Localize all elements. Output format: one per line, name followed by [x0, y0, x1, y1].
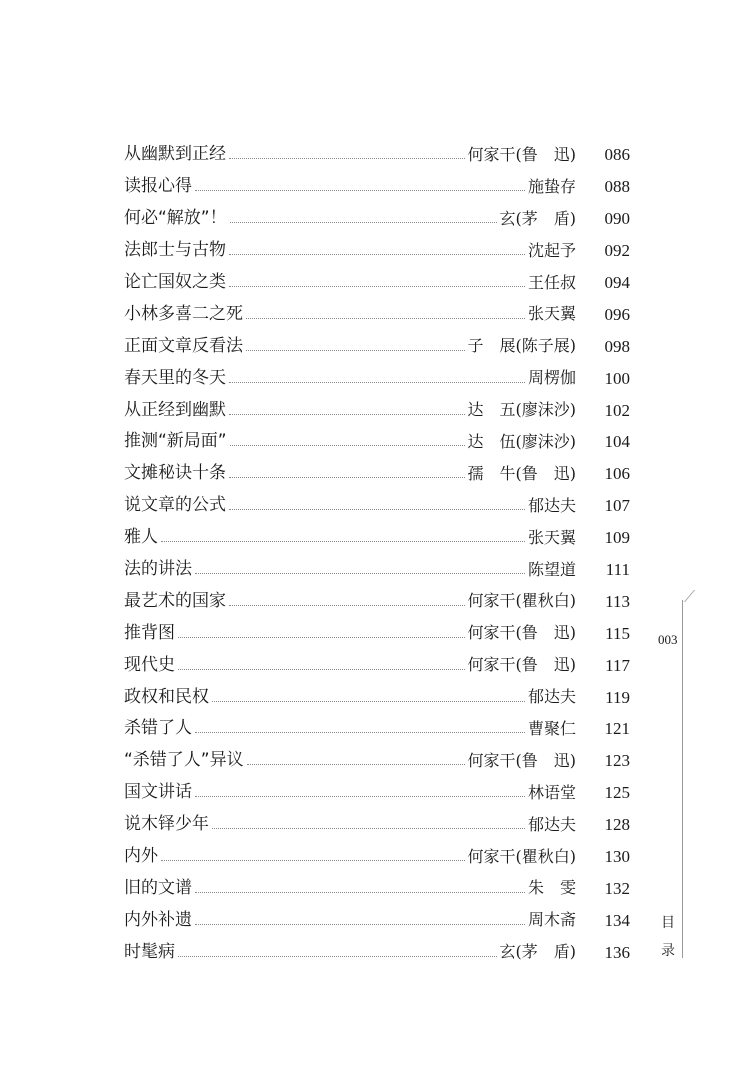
entry-page-number: 092: [604, 241, 630, 261]
entry-author: 林语堂: [527, 782, 576, 802]
toc-entry[interactable]: [124, 617, 630, 649]
toc-entry[interactable]: [124, 203, 630, 235]
entry-author: 郁达夫: [527, 687, 576, 707]
entry-title: 国文讲话: [124, 782, 192, 803]
dot-leader: [195, 924, 525, 925]
toc-entry[interactable]: [124, 426, 630, 458]
entry-author: 何家干(鲁 迅): [467, 750, 576, 770]
entry-title: 论亡国奴之类: [124, 272, 226, 292]
toc-entry[interactable]: [124, 809, 630, 841]
toc-entry[interactable]: [124, 713, 630, 745]
entry-page-number: 132: [604, 878, 630, 898]
dot-leader: [247, 764, 465, 765]
dot-leader: [195, 892, 525, 893]
entry-author: 何家干(瞿秋白): [467, 591, 576, 611]
entry-page-number: 088: [604, 177, 630, 197]
entry-page-number: 104: [604, 432, 630, 452]
dot-leader: [161, 860, 465, 861]
entry-page-number: 113: [605, 591, 630, 611]
table-of-contents: [124, 139, 630, 968]
entry-author: 张天翼: [527, 527, 576, 547]
entry-title: 政权和民权: [124, 686, 209, 707]
dot-leader: [229, 605, 465, 606]
entry-page-number: 121: [604, 719, 630, 739]
entry-title: 从幽默到正经: [124, 144, 226, 165]
dot-leader: [161, 541, 525, 542]
entry-title: 现代史: [124, 654, 175, 675]
entry-page-number: 102: [604, 400, 630, 420]
entry-title: 推背图: [124, 622, 175, 643]
dot-leader: [229, 414, 465, 415]
toc-entry[interactable]: [124, 841, 630, 873]
entry-title: 何必“解放”！: [124, 208, 227, 229]
entry-author: 沈起予: [527, 240, 576, 260]
entry-author: 周楞伽: [527, 368, 576, 388]
toc-entry[interactable]: [124, 458, 630, 490]
entry-author: 张天翼: [527, 304, 576, 324]
dot-leader: [195, 796, 525, 797]
entry-author: 达 伍(廖沫沙): [467, 431, 576, 451]
dot-leader: [178, 669, 465, 670]
entry-author: 何家干(鲁 迅): [467, 144, 576, 164]
entry-title: 推测“新局面”: [124, 431, 227, 452]
toc-entry[interactable]: [124, 522, 630, 554]
entry-title: 春天里的冬天: [124, 367, 226, 388]
entry-title: 杀错了人: [124, 718, 192, 739]
dot-leader: [195, 573, 525, 574]
entry-title: 最艺术的国家: [124, 590, 226, 611]
entry-author: 子 展(陈子展): [467, 336, 576, 356]
entry-page-number: 125: [604, 783, 630, 803]
folio-page-number: 003: [658, 632, 678, 647]
dot-leader: [229, 254, 525, 255]
dot-leader: [195, 190, 525, 191]
toc-entry[interactable]: [124, 872, 630, 904]
entry-page-number: 136: [604, 942, 630, 962]
entry-page-number: 111: [605, 560, 630, 580]
toc-entry[interactable]: [124, 585, 630, 617]
entry-author: 周木斋: [527, 910, 576, 930]
entry-author: 陈望道: [527, 559, 576, 579]
dot-leader: [230, 445, 465, 446]
entry-page-number: 119: [605, 687, 630, 707]
dot-leader: [212, 701, 525, 702]
dot-leader: [229, 158, 465, 159]
entry-title: 内外补遗: [124, 909, 192, 930]
dot-leader: [178, 637, 465, 638]
entry-author: 施蛰存: [527, 176, 576, 196]
entry-title: 文摊秘诀十条: [124, 463, 226, 484]
entry-page-number: 086: [604, 145, 630, 165]
entry-author: 郁达夫: [527, 814, 576, 834]
dot-leader: [246, 350, 465, 351]
entry-page-number: 109: [604, 528, 630, 548]
toc-entry[interactable]: [124, 554, 630, 586]
margin-rule: [682, 600, 683, 958]
dot-leader: [246, 318, 525, 319]
entry-title: 法郎士与古物: [124, 240, 226, 261]
dot-leader: [229, 382, 525, 383]
toc-entry[interactable]: [124, 394, 630, 426]
entry-title: 内外: [124, 846, 158, 867]
toc-entry[interactable]: [124, 235, 630, 267]
toc-entry[interactable]: [124, 745, 630, 777]
entry-page-number: 117: [605, 655, 630, 675]
entry-author: 何家干(鲁 迅): [467, 623, 576, 643]
toc-entry[interactable]: [124, 330, 630, 362]
toc-entry[interactable]: [124, 139, 630, 171]
dot-leader: [212, 828, 525, 829]
toc-entry[interactable]: [124, 490, 630, 522]
entry-page-number: 123: [604, 751, 630, 771]
entry-page-number: 128: [604, 815, 630, 835]
toc-entry[interactable]: [124, 936, 630, 968]
toc-entry[interactable]: [124, 681, 630, 713]
toc-entry[interactable]: [124, 298, 630, 330]
entry-title: 小林多喜二之死: [124, 303, 243, 324]
dot-leader: [229, 477, 465, 478]
entry-author: 朱 雯: [527, 878, 576, 898]
toc-entry[interactable]: [124, 904, 630, 936]
entry-author: 何家干(鲁 迅): [467, 655, 576, 675]
entry-author: 曹聚仁: [527, 718, 576, 738]
entry-author: 孺 牛(鲁 迅): [467, 463, 576, 483]
entry-title: “杀错了人”异议: [124, 750, 244, 771]
entry-page-number: 130: [604, 847, 630, 867]
dot-leader: [195, 732, 525, 733]
entry-page-number: 096: [604, 304, 630, 324]
entry-page-number: 107: [604, 496, 630, 516]
section-label-char: 录: [661, 943, 675, 959]
toc-entry[interactable]: [124, 362, 630, 394]
entry-title: 从正经到幽默: [124, 399, 226, 420]
entry-title: 说文章的公式: [124, 495, 226, 516]
entry-title: 读报心得: [124, 176, 192, 197]
toc-entry[interactable]: [124, 267, 630, 299]
entry-title: 法的讲法: [124, 559, 192, 580]
margin-rule-cap: [672, 590, 695, 602]
entry-title: 说木铎少年: [124, 814, 209, 835]
toc-entry[interactable]: [124, 777, 630, 809]
entry-author: 达 五(廖沫沙): [467, 400, 576, 420]
entry-author: 何家干(瞿秋白): [467, 846, 576, 866]
dot-leader: [230, 222, 497, 223]
entry-page-number: 094: [604, 273, 630, 292]
dot-leader: [178, 956, 497, 957]
entry-page-number: 134: [604, 910, 630, 930]
entry-page-number: 090: [604, 209, 630, 229]
entry-page-number: 098: [604, 336, 630, 356]
entry-title: 旧的文谱: [124, 877, 192, 898]
dot-leader: [229, 286, 525, 287]
entry-author: 郁达夫: [527, 495, 576, 515]
entry-title: 正面文章反看法: [124, 335, 243, 356]
entry-author: 王任叔: [527, 272, 576, 292]
toc-entry[interactable]: [124, 171, 630, 203]
toc-entry[interactable]: [124, 649, 630, 681]
section-label-char: 目: [661, 915, 675, 931]
entry-page-number: 115: [605, 623, 630, 643]
entry-page-number: 100: [604, 368, 630, 388]
dot-leader: [229, 509, 525, 510]
entry-page-number: 106: [604, 464, 630, 484]
entry-title: 时髦病: [124, 941, 175, 962]
entry-title: 雅人: [124, 527, 158, 548]
entry-author: 玄(茅 盾): [499, 208, 576, 228]
entry-author: 玄(茅 盾): [499, 942, 576, 962]
